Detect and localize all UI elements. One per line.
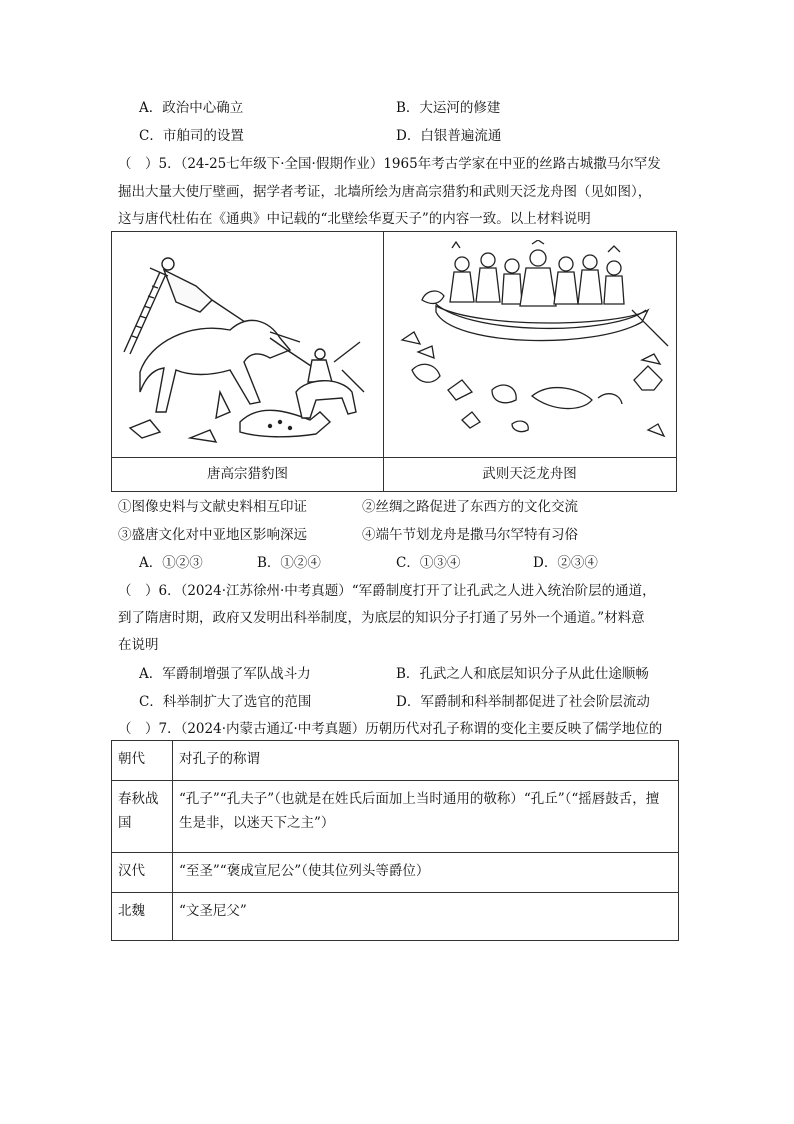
title-cell: “文圣尼父”: [173, 893, 679, 941]
q6-option-a: A．军爵制增强了军队战斗力: [139, 666, 311, 682]
q5-stem-line1: （ ）5．（24-25七年级下·全国·假期作业）1965年考古学家在中亚的丝路古城撒马尔罕发: [118, 156, 661, 172]
q5-statement-3: ③盛唐文化对中亚地区影响深远: [118, 527, 307, 543]
figure-caption-right: 武则天泛龙舟图: [383, 457, 676, 493]
q6-option-b: B．孔武之人和底层知识分子从此仕途顺畅: [396, 666, 649, 682]
table-header-row: [112, 741, 679, 781]
q4-option-b: B．大运河的修建: [396, 100, 501, 116]
figure-divider: [383, 232, 384, 491]
header-title: 对孔子的称谓: [173, 741, 679, 781]
header-dynasty: 朝代: [112, 741, 173, 781]
q4-option-a: A．政治中心确立: [139, 100, 244, 116]
q4-option-d: D．白银普遍流通: [396, 128, 502, 144]
title-cell: “孔子”“孔夫子”（也就是在姓氏后面加上当时通用的敬称）“孔丘”（“摇唇鼓舌，擅生是非，以迷天下之主”）: [173, 781, 679, 853]
dynasty-cell: 春秋战国: [112, 781, 173, 853]
q5-statement-2: ②丝绸之路促进了东西方的文化交流: [362, 499, 578, 515]
q5-stem-line2: 掘出大量大使厅壁画，据学者考证，北墙所绘为唐高宗猎豹和武则天泛龙舟图（见如图），: [118, 184, 652, 200]
table-row: [112, 893, 679, 941]
q5-statement-1: ①图像史料与文献史料相互印证: [118, 499, 307, 515]
q5-option-c: C．①③④: [396, 555, 461, 571]
q5-option-a: A．①②③: [139, 555, 203, 571]
wu-zetian-dragon-boat-illustration: [392, 240, 672, 452]
tang-gaozong-hunting-illustration: [120, 242, 375, 452]
q7-stem-line1: （ ）7．（2024·内蒙古通辽·中考真题）历朝历代对孔子称谓的变化主要反映了儒学地位的: [118, 721, 663, 737]
q6-stem-line1: （ ）6．（2024·江苏徐州·中考真题）“军爵制度打开了让孔武之人进入统治阶层的通道，: [118, 583, 656, 599]
q6-option-c: C．科举制扩大了选官的范围: [139, 694, 312, 710]
q5-option-b: B．①②④: [257, 555, 321, 571]
figure-caption-left: 唐高宗猎豹图: [112, 457, 383, 493]
q6-stem-line3: 在说明: [118, 637, 159, 653]
dynasty-cell: 汉代: [112, 853, 173, 893]
dynasty-cell: 北魏: [112, 893, 173, 941]
q5-option-d: D．②③④: [533, 555, 598, 571]
q6-option-d: D．军爵制和科举制都促进了社会阶层流动: [396, 694, 650, 710]
q5-figure-table: [111, 231, 677, 492]
q7-confucius-title-table: [111, 740, 679, 941]
table-row: [112, 781, 679, 853]
title-cell: “至圣”“褒成宣尼公”（使其位列头等爵位）: [173, 853, 679, 893]
q5-statement-4: ④端午节划龙舟是撒马尔罕特有习俗: [362, 527, 578, 543]
table-row: [112, 853, 679, 893]
q5-stem-line3: 这与唐代杜佑在《通典》中记载的“北壁绘华夏天子”的内容一致。以上材料说明: [118, 211, 591, 227]
q6-stem-line2: 到了隋唐时期，政府又发明出科举制度，为底层的知识分子打通了另外一个通道。”材料意: [118, 610, 645, 626]
q4-option-c: C．市舶司的设置: [139, 128, 244, 144]
